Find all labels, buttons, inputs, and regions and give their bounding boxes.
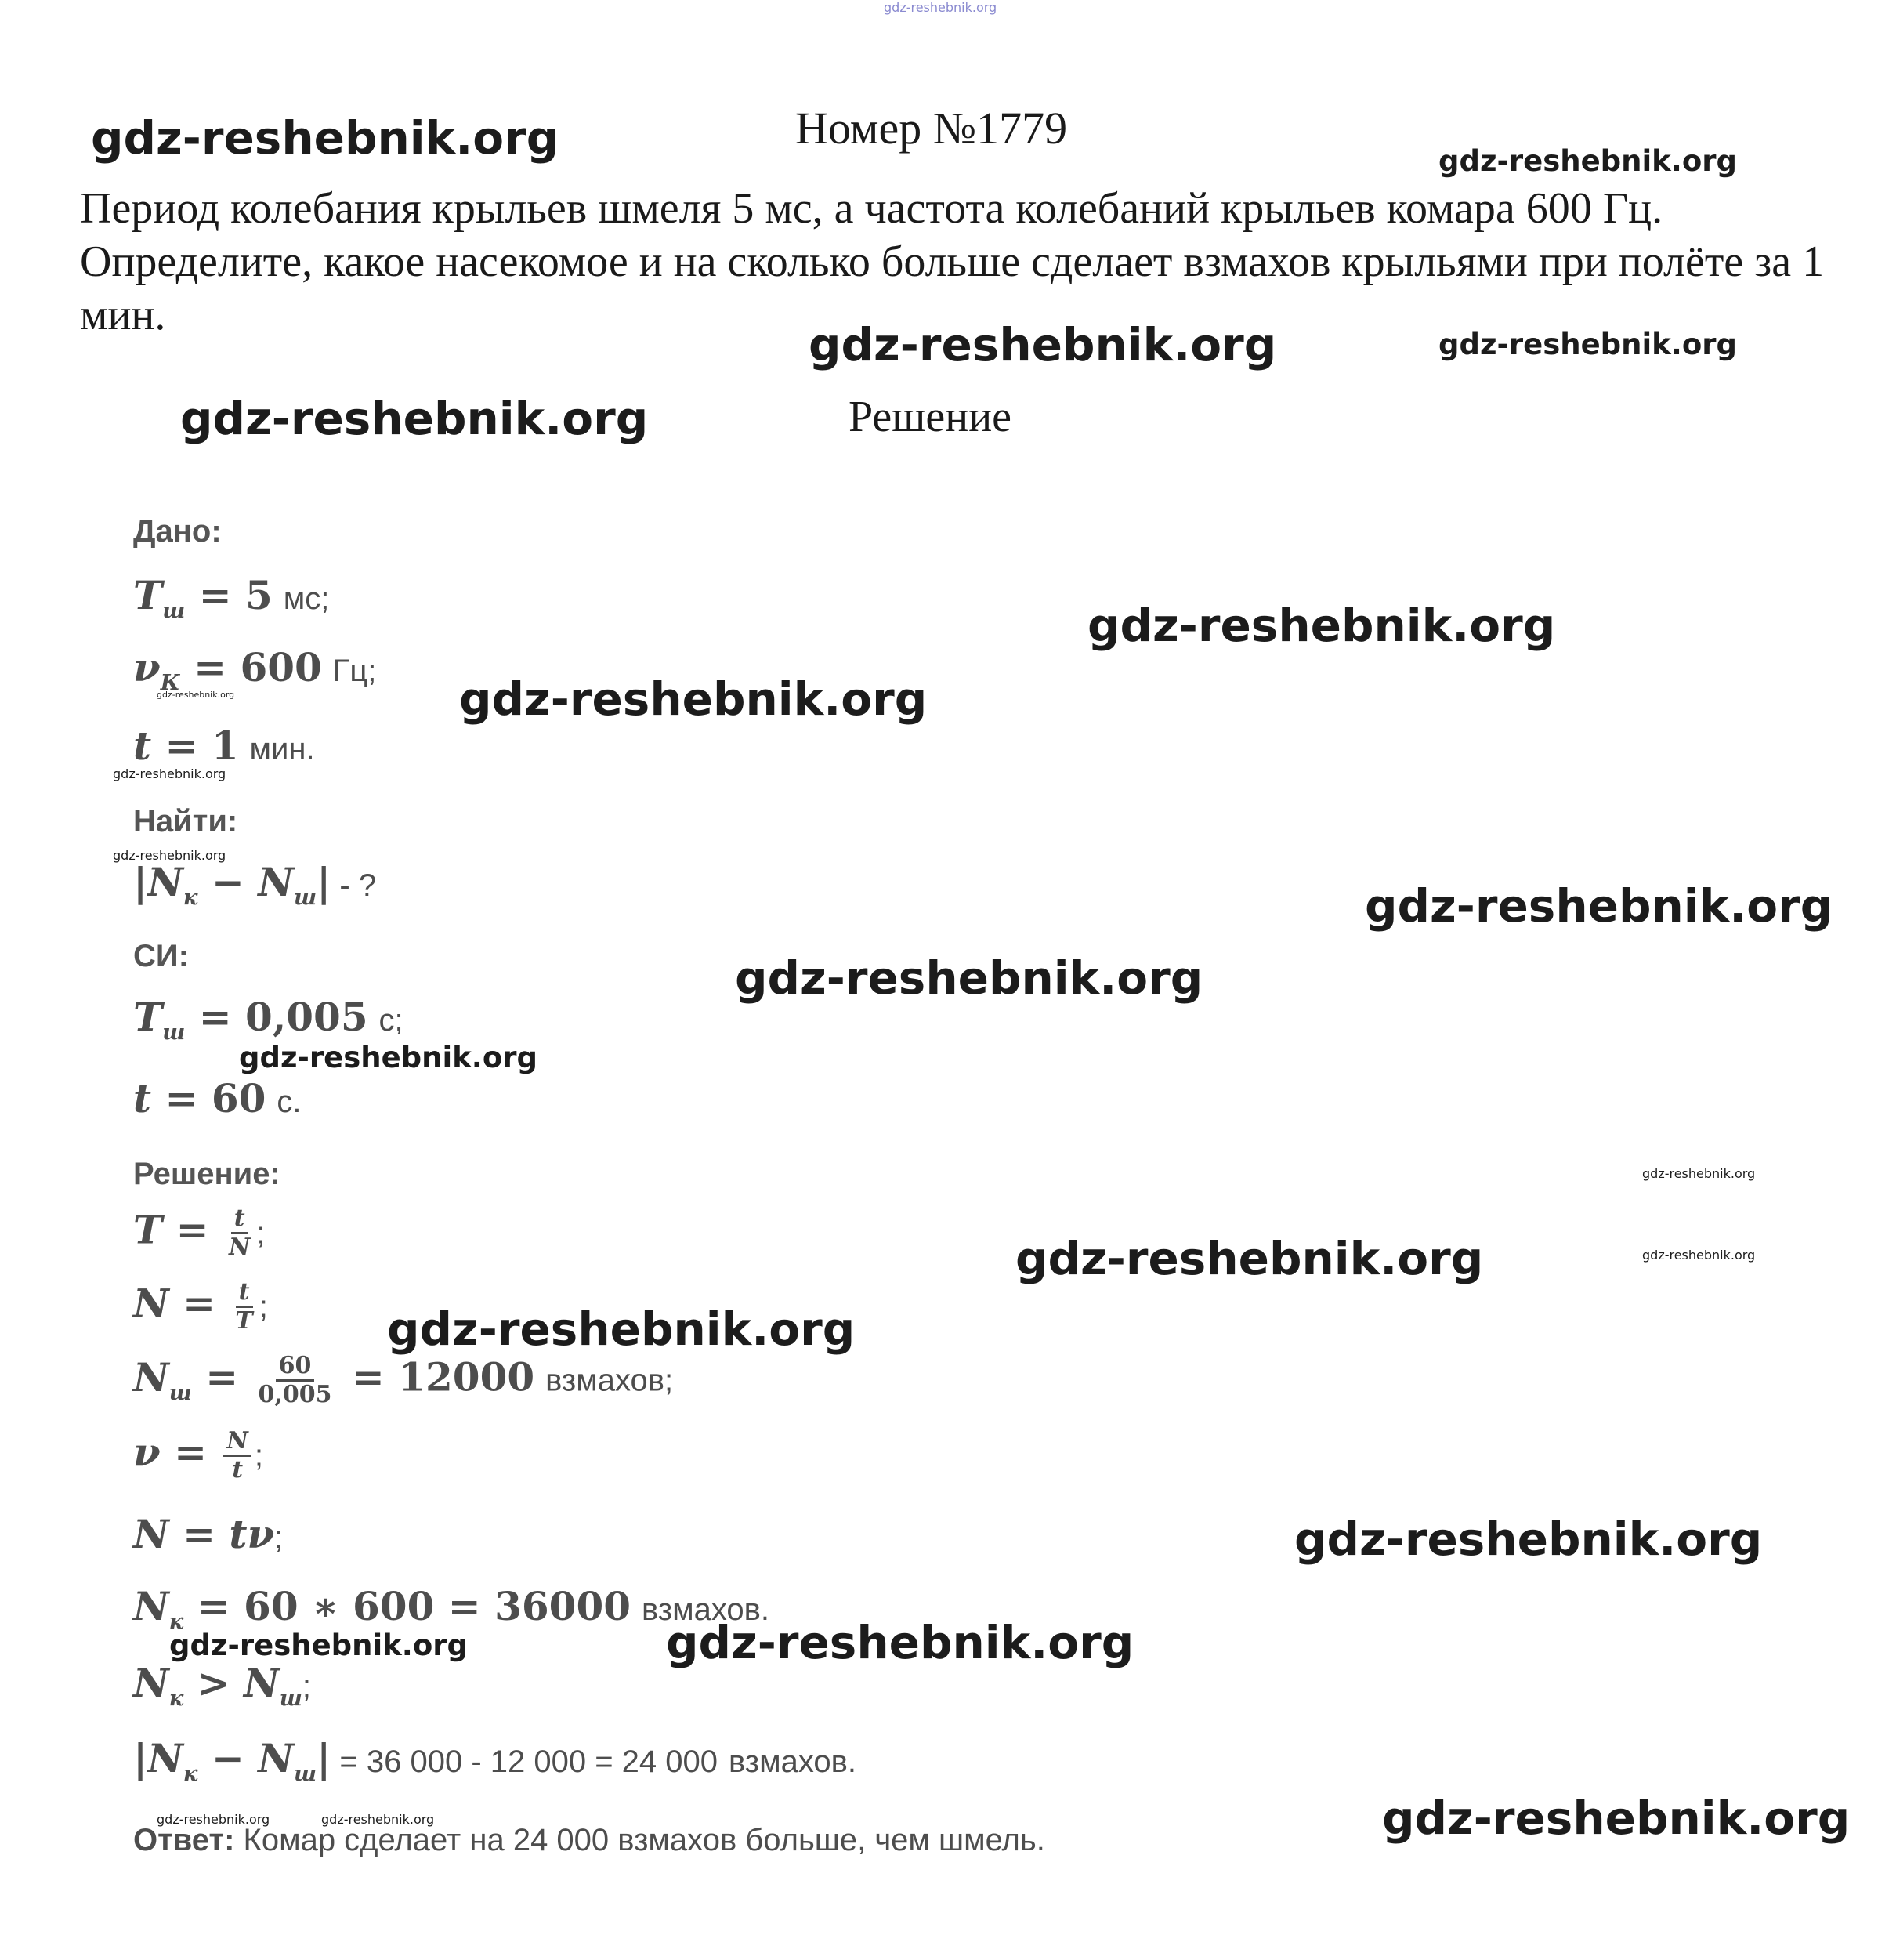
given-time: t = 1 мин.	[133, 723, 315, 769]
watermark-small: gdz-reshebnik.org	[1642, 1248, 1756, 1263]
watermark-small: gdz-reshebnik.org	[157, 690, 235, 700]
unit-flaps: взмахов;	[545, 1363, 674, 1398]
mosquito-result: 36000	[494, 1583, 631, 1629]
watermark: gdz-reshebnik.org	[809, 318, 1277, 371]
formula-frequency: ν = $\frac{N}{t}$ ;	[133, 1427, 263, 1484]
unit-flaps: взмахов.	[728, 1744, 856, 1779]
watermark: gdz-reshebnik.org	[735, 951, 1203, 1005]
given-time-value: 1	[211, 723, 239, 769]
given-period: $T_ш = 5$ мс;	[133, 572, 330, 623]
comparison: $N_к > N_ш$;	[133, 1660, 311, 1711]
watermark-small: gdz-reshebnik.org	[1642, 1166, 1756, 1181]
si-period: $T_ш = 0,005$ с;	[133, 994, 403, 1045]
watermark: gdz-reshebnik.org	[169, 1629, 468, 1662]
answer	[133, 1823, 1045, 1858]
unit-ms: мс;	[283, 581, 330, 616]
watermark: gdz-reshebnik.org	[180, 392, 649, 445]
watermark: gdz-reshebnik.org	[387, 1302, 856, 1356]
solution-heading: Решение	[849, 393, 1012, 441]
si-period-value: 0,005	[245, 994, 368, 1040]
watermark: gdz-reshebnik.org	[1087, 599, 1556, 652]
watermark: gdz-reshebnik.org	[666, 1616, 1134, 1669]
given-frequency-value: 600	[240, 644, 322, 690]
formula-bumblebee: $N_ш$ = $\frac{60}{0,005}$ = 12000 взмахов;	[133, 1352, 674, 1408]
bumblebee-result: 12000	[398, 1353, 535, 1400]
mosquito-expression: 60 ∗ 600	[244, 1583, 435, 1629]
find-label: Найти:	[133, 804, 238, 839]
given-period-value: 5	[245, 572, 273, 618]
si-time-value: 60	[211, 1075, 266, 1121]
problem-text: Период колебания крыльев шмеля 5 мс, а частота колебаний крыльев комара 600 Гц. Определите, какое насекомое и на сколько больше сделает взмахов крыльями при полёте за 1 мин.	[80, 184, 1825, 339]
watermark-small: gdz-reshebnik.org	[113, 848, 226, 863]
formula-mosquito: $N_к = 60$ ∗ 600 = 36000 взмахов.	[133, 1583, 769, 1634]
watermark: gdz-reshebnik.org	[1294, 1513, 1763, 1566]
watermark: gdz-reshebnik.org	[1365, 879, 1833, 933]
watermark-top: gdz-reshebnik.org	[884, 0, 997, 15]
watermark: gdz-reshebnik.org	[1015, 1232, 1484, 1285]
watermark: gdz-reshebnik.org	[1438, 328, 1737, 361]
fraction-denominator: 0,005	[258, 1381, 332, 1408]
watermark-small: gdz-reshebnik.org	[321, 1812, 435, 1827]
watermark: gdz-reshebnik.org	[459, 672, 928, 726]
watermark: gdz-reshebnik.org	[91, 111, 559, 165]
watermark: gdz-reshebnik.org	[1438, 144, 1737, 178]
solution-label: Решение:	[133, 1157, 280, 1191]
formula-count: N = $\frac{t}{T}$ ;	[133, 1278, 268, 1335]
unit-flaps: взмахов.	[641, 1592, 769, 1627]
find-expression: $|N_к - N_ш|$ - ?	[133, 859, 377, 910]
watermark: gdz-reshebnik.org	[1382, 1792, 1851, 1845]
given-label: Дано:	[133, 514, 222, 549]
si-time: t = 60 с.	[133, 1075, 302, 1121]
si-label: СИ:	[133, 939, 189, 973]
formula-count-frequency: N = tν;	[133, 1511, 284, 1557]
watermark-small: gdz-reshebnik.org	[113, 766, 226, 781]
given-frequency: $\nu_К = 600$ Гц;	[133, 644, 377, 695]
formula-period: T = $\frac{t}{N}$ ;	[133, 1205, 266, 1261]
fraction-numerator: 60	[276, 1353, 315, 1382]
unit-min: мин.	[249, 732, 315, 766]
watermark: gdz-reshebnik.org	[239, 1041, 537, 1074]
watermark-small: gdz-reshebnik.org	[157, 1812, 270, 1827]
page-title: Номер №1779	[795, 103, 1068, 154]
difference-expression: 36 000 - 12 000 = 24 000	[366, 1744, 718, 1779]
unit-s: с;	[378, 1003, 403, 1038]
answer-text: Комар сделает на 24 000 взмахов больше, чем шмель.	[234, 1823, 1045, 1857]
unit-hz: Гц;	[332, 654, 377, 688]
unit-s: с.	[277, 1085, 302, 1119]
answer-label: Ответ:	[133, 1823, 235, 1857]
difference: $|N_к - N_ш| = 36$ 000 - 12 000 = 24 000 взмахов.	[133, 1735, 856, 1786]
